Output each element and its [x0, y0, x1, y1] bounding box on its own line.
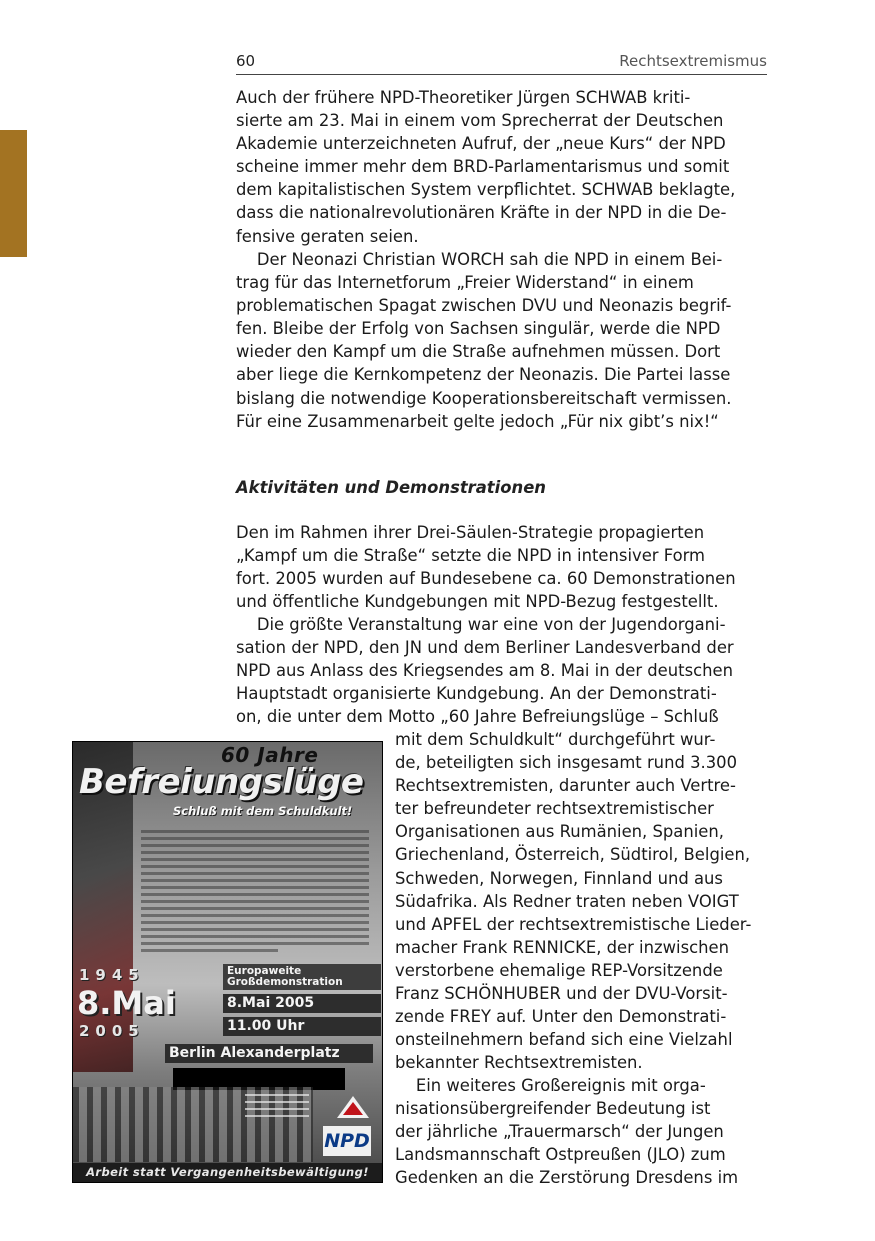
jn-logo-icon [335, 1094, 371, 1120]
section-heading: Aktivitäten und Demonstrationen [236, 478, 546, 497]
poster-event-label: Europaweite Großdemonstration [223, 964, 381, 990]
body-paragraph-largest-event: Die größte Veranstaltung war eine von der Jugendorgani- sation der NPD, den JN und dem Berliner Landesverband der NPD aus Anlass des Kriegsendes am 8. Mai in der deutschen Hauptstadt organisierte Kundgebung. An der Demonstrati- on, die unter dem Motto „60 Jahre Befreiungslüge – Schluß [236, 615, 734, 727]
npd-logo: NPD [323, 1126, 371, 1156]
poster-subtitle: Schluß mit dem Schuldkult! [173, 804, 353, 818]
body-paragraph-worch: Der Neonazi Christian WORCH sah die NPD in einem Bei- trag für das Internetforum „Freier Widerstand“ in einem problematischen Spagat zwischen DVU und Neonazis begrif- fen. Bleibe der Erfolg von Sachsen singulär, werde die NPD wieder den Kampf um die Straße aufnehmen müssen. Dort aber liege die Kernkompetenz der Neonazis. Die Partei lasse bislang die notwendige Kooperationsbereitschaft vermissen. Für eine Zusammenarbeit gelte jedoch „Für nix gibt’s nix!“ [236, 250, 732, 431]
chapter-tab-marker [0, 130, 27, 257]
poster-event-place: Berlin Alexanderplatz [165, 1044, 373, 1063]
poster-year-title: 60 Jahre [221, 743, 319, 767]
running-header [236, 52, 767, 75]
poster-year-end: 2005 [79, 1022, 145, 1040]
poster-body-text-block [141, 830, 369, 962]
poster-event-time: 11.00 Uhr [223, 1017, 381, 1036]
body-paragraph-trauermarsch: Ein weiteres Großereignis mit orga- nisationsübergreifender Bedeutung ist der jährliche „Trauermarsch“ der Jungen Landsmannschaft Ostpreußen (JLO) zum Gedenken an die Zerstörung Dresdens im [395, 1076, 739, 1188]
poster-date-day: 8.Mai [77, 984, 176, 1022]
demonstration-poster-image [72, 741, 383, 1183]
poster-title: Befreiungslüge [79, 762, 364, 802]
poster-bottom-slogan: Arbeit statt Vergangenheitsbewältigung! [73, 1163, 382, 1182]
poster-event-date: 8.Mai 2005 [223, 994, 381, 1013]
body-paragraph-schwab: Auch der frühere NPD-Theoretiker Jürgen SCHWAB kriti- sierte am 23. Mai in einem vom Sprecherrat der Deutschen Akademie unterzeichneten Aufruf, der „neue Kurs“ der NPD scheine immer mehr dem BRD-Parlamentarismus und somit dem kapitalistischen System verpflichtet. SCHWAB beklagte, dass die nationalrevolutionären Kräfte in der NPD in die De- fensive geraten seien. [236, 88, 736, 246]
page-number: 60 [236, 52, 256, 70]
body-paragraph-largest-event-continued: mit dem Schuldkult“ durchgeführt wur- de, beteiligten sich insgesamt rund 3.300 Rechtsextremisten, darunter auch Vertre- ter befreundeter rechtsextremistischer Organisationen aus Rumänien, Spanien, Griechenland, Österreich, Südtirol, Belgien, Schweden, Norwegen, Finnland und aus Südafrika. Als Redner traten neben VOIGT und APFEL der rechtsextremistische Lieder- macher Frank RENNICKE, der inzwischen verstorbene ehemalige REP-Vorsitzende Franz SCHÖNHUBER und der DVU-Vorsit- zende FREY auf. Unter den Demonstrati- onsteilnehmern befand sich eine Vielzahl bekannter Rechtsextremisten. [395, 730, 752, 1073]
poster-small-print [245, 1094, 309, 1130]
poster-year-start: 1945 [79, 966, 145, 984]
running-title: Rechtsextremismus [619, 52, 767, 70]
body-paragraph-demonstrations: Den im Rahmen ihrer Drei-Säulen-Strategie propagierten „Kampf um die Straße“ setzte die NPD in intensiver Form fort. 2005 wurden auf Bundesebene ca. 60 Demonstrationen und öffentliche Kundgebungen mit NPD-Bezug festgestellt. [236, 523, 736, 612]
